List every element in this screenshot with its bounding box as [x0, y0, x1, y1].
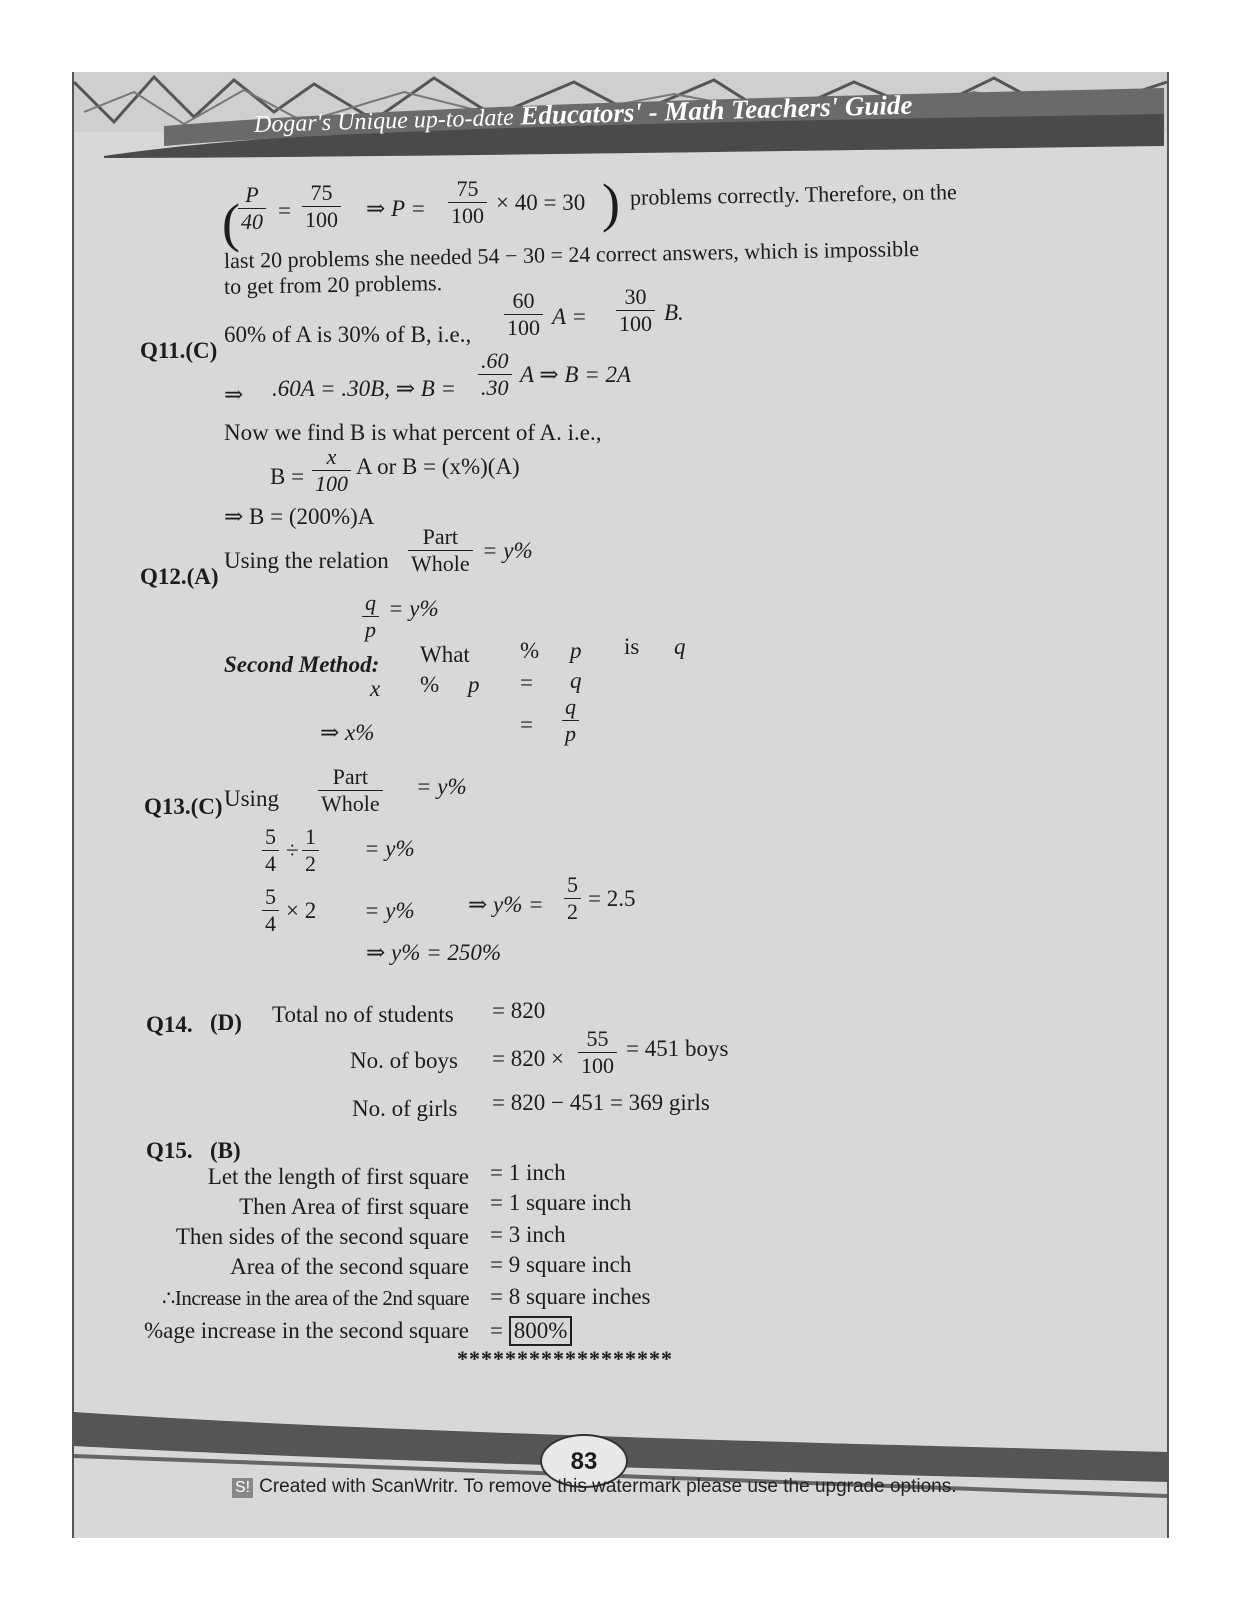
q13-final: ⇒ y% = 250% — [366, 940, 502, 965]
q14-r3-val: = 820 − 451 = 369 girls — [492, 1090, 710, 1115]
q14-option: (D) — [210, 1010, 242, 1035]
q12-fraction-part-whole: Part Whole — [408, 524, 473, 577]
fraction-75-100: $\frac{75}{100}$ — [302, 180, 341, 233]
q15-row4-val: = 9 square inch — [490, 1252, 632, 1277]
q13-eq3: = y% — [364, 898, 415, 923]
q12-line1: Using the relation — [224, 548, 389, 573]
q11-a-equals: A = — [552, 304, 587, 329]
q13-arrow: ⇒ y% = — [468, 892, 544, 917]
q15-row2-val: = 1 square inch — [490, 1190, 632, 1215]
q11-label: Q11.(C) — [140, 338, 218, 363]
q14-r2-val: = 820 × — [492, 1046, 564, 1071]
close-paren: ) — [602, 173, 620, 233]
sm-row3: ⇒ x% — [320, 720, 375, 745]
q11-line5: ⇒ B = (200%)A — [224, 504, 375, 529]
q13-times: × 2 — [286, 898, 317, 923]
q15-row3-val: = 3 inch — [490, 1222, 566, 1247]
q15-answer-box: 800% — [509, 1316, 573, 1346]
sm-fraction-q-p: $\frac{q}{p}$ — [562, 694, 579, 747]
q14-r2-label: No. of boys — [350, 1048, 458, 1073]
q14-r1-val: = 820 — [492, 998, 546, 1023]
q11-line1: 60% of A is 30% of B, i.e., — [224, 322, 472, 347]
q15-option: (B) — [210, 1138, 241, 1163]
q11-fraction-30-100: $\frac{30}{100}$ — [616, 284, 655, 337]
q15-row2-label: Then Area of first square — [239, 1194, 469, 1219]
q15-row1-val: = 1 inch — [490, 1160, 566, 1185]
q13-fraction-5-2: $\frac{5}{2}$ — [564, 872, 581, 925]
page-content — [74, 72, 1167, 1538]
book-page — [72, 72, 1169, 1538]
open-paren: ( — [222, 193, 240, 253]
q15-row4-label: Area of the second square — [230, 1254, 469, 1279]
fraction-p-40: $\frac{P}{40}$ — [238, 182, 266, 235]
q14-r2-res: = 451 boys — [626, 1036, 729, 1061]
q13-result: = 2.5 — [588, 886, 636, 911]
q13-using: Using — [224, 786, 279, 811]
header-title-prefix: Dogar's Unique up-to-date — [253, 104, 515, 138]
sm-q-2: q — [570, 668, 582, 693]
q13-fraction-1-2: $\frac{1}{2}$ — [302, 824, 319, 877]
q11-b: B. — [664, 300, 684, 325]
q12-eq2: = y% — [388, 596, 439, 621]
sm-is: is — [624, 634, 640, 659]
sm-p-2: p — [468, 672, 480, 697]
q13-div: ÷ — [286, 838, 299, 863]
watermark-text: Created with ScanWritr. To remove this watermark please use the upgrade options. — [259, 1476, 957, 1497]
top-line3: to get from 20 problems. — [223, 270, 443, 299]
sm-eq: = — [520, 670, 533, 695]
q15-row1-label: Let the length of first square — [207, 1164, 469, 1189]
equals-sign: = — [278, 198, 291, 223]
q11-fraction-60-30: $\frac{.60}{.30}$ — [478, 348, 512, 401]
q14-fraction-55-100: $\frac{55}{100}$ — [578, 1026, 617, 1079]
top-line1: problems correctly. Therefore, on the — [629, 179, 957, 210]
q13-eq2: = y% — [364, 836, 415, 861]
sm-what: What — [420, 642, 470, 667]
implies-arrow: ⇒ — [224, 382, 244, 407]
q14-r3-label: No. of girls — [352, 1096, 458, 1121]
q13-eq: = y% — [416, 774, 467, 799]
page-number: 83 — [540, 1434, 628, 1488]
times-40: × 40 = 30 — [496, 190, 586, 215]
sm-eq-3: = — [520, 712, 533, 737]
sm-p: p — [570, 638, 582, 663]
q14-r1-label: Total no of students — [272, 1002, 454, 1027]
q11-line2b: A ⇒ B = 2A — [520, 362, 632, 387]
header-title-main: Educators' - Math Teachers' Guide — [519, 89, 913, 131]
q15-row6-label: %age increase in the second square — [143, 1318, 469, 1343]
q11-line4a: B = — [270, 464, 305, 489]
q12-eq: = y% — [482, 538, 533, 563]
end-stars: ****************** — [457, 1346, 673, 1371]
q15-row6-val: = 800% — [490, 1316, 572, 1346]
q12-label: Q12.(A) — [140, 564, 219, 589]
q15-row5-label: ∴Increase in the area of the 2nd square — [162, 1286, 469, 1310]
scanwritr-logo-icon: S! — [232, 1478, 253, 1498]
sm-x: x — [370, 676, 381, 701]
sm-q: q — [674, 634, 686, 659]
q15-row3-label: Then sides of the second square — [175, 1224, 469, 1249]
q11-line2a: .60A = .30B, ⇒ B = — [272, 376, 457, 401]
q13-fraction-5-4: $\frac{5}{4}$ — [262, 824, 279, 877]
q13-fraction-5-4-b: $\frac{5}{4}$ — [262, 884, 279, 937]
top-line2: last 20 problems she needed 54 − 30 = 24 correct answers, which is impossible — [223, 235, 920, 274]
q11-fraction-x-100: $\frac{x}{100}$ — [312, 444, 351, 497]
q14-label: Q14. — [146, 1012, 193, 1037]
q11-fraction-60-100: $\frac{60}{100}$ — [504, 288, 543, 341]
q15-label: Q15. — [146, 1138, 193, 1163]
second-method-label: Second Method: — [224, 652, 380, 677]
implies-p: ⇒ P = — [366, 196, 426, 221]
q13-fraction-part-whole: Part Whole — [318, 764, 383, 817]
q13-label: Q13.(C) — [144, 794, 223, 819]
fraction-75-100-b: $\frac{75}{100}$ — [448, 176, 487, 229]
sm-percent-2: % — [420, 672, 440, 697]
q11-line4b: A or B = (x%)(A) — [356, 454, 520, 479]
sm-percent: % — [520, 638, 540, 663]
q11-line3: Now we find B is what percent of A. i.e., — [224, 420, 602, 445]
watermark — [232, 1476, 957, 1498]
q12-fraction-q-p: $\frac{q}{p}$ — [362, 590, 379, 643]
q15-row5-val: = 8 square inches — [490, 1284, 651, 1309]
